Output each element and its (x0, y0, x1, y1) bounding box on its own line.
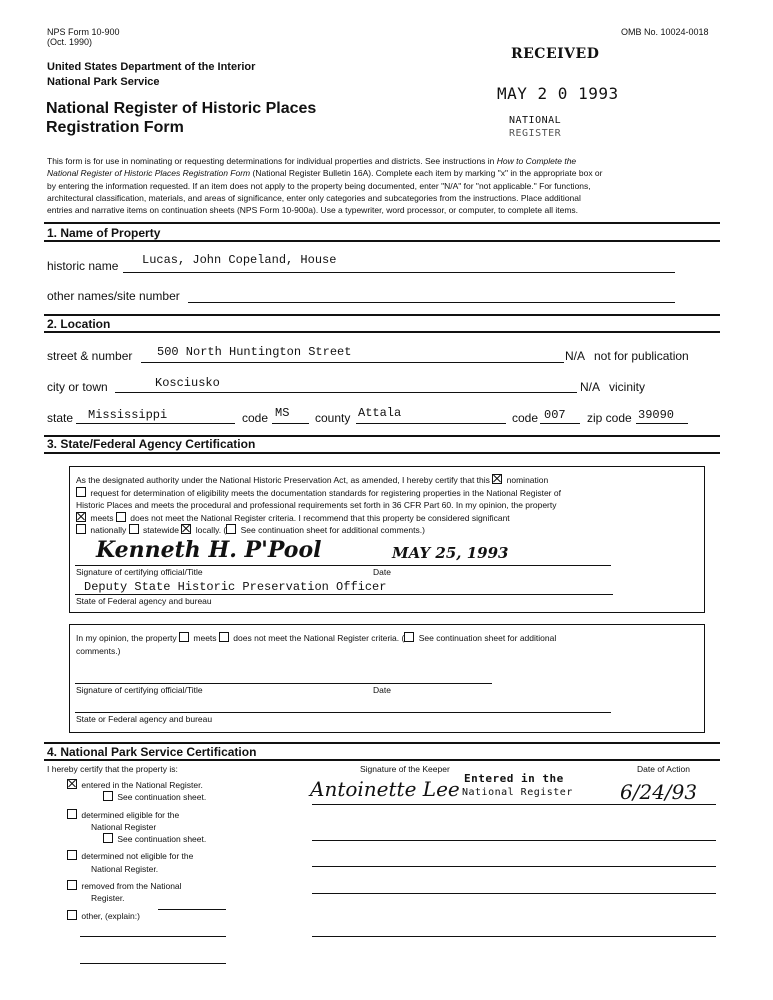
form-date: (Oct. 1990) (47, 37, 93, 47)
agency-label: State of Federal agency and bureau (76, 596, 212, 606)
nps-options: entered in the National Register. See continuation sheet. determined eligible for the National Register See continuation sheet. determined not eligible for the National Register. removed from the National Register. other, (explain:) (67, 779, 206, 922)
opinion-continuation-checkbox[interactable] (404, 632, 414, 642)
opinion-text: In my opinion, the property meets does not meet the National Register criteria. ( See continuation sheet for additional comments.) (76, 633, 557, 656)
section4-rule-bottom (44, 759, 720, 761)
not-eligible-checkbox[interactable] (67, 850, 77, 860)
section2-rule-bottom (44, 331, 720, 333)
section3-heading: 3. State/Federal Agency Certification (47, 437, 256, 451)
signature-line-1 (75, 565, 611, 566)
stamp-national: NATIONAL (509, 115, 562, 126)
explain-line-2[interactable] (80, 936, 226, 937)
received-date: MAY 2 0 1993 (497, 84, 619, 103)
omb-number: OMB No. 10024-0018 (621, 27, 709, 37)
other-names-line[interactable] (188, 302, 675, 303)
continuation-checkbox[interactable] (226, 524, 236, 534)
service: National Park Service (47, 76, 160, 88)
keeper-line-2[interactable] (312, 840, 716, 841)
county-code-value[interactable]: 007 (544, 408, 566, 422)
form-number: NPS Form 10-900 (47, 27, 120, 37)
does-not-meet-checkbox[interactable] (116, 512, 126, 522)
vicinity-label: vicinity (609, 380, 646, 394)
other-checkbox[interactable] (67, 910, 77, 920)
historic-name-value[interactable]: Lucas, John Copeland, House (142, 253, 337, 267)
stamp-register: REGISTER (509, 128, 562, 139)
street-line (141, 362, 564, 363)
code-label: code (242, 411, 269, 425)
section2-heading: 2. Location (47, 317, 111, 331)
zip-label: zip code (587, 411, 632, 425)
signature-label-2: Signature of certifying official/Title (76, 685, 203, 695)
county-code-label: code (512, 411, 539, 425)
nps-certify-intro: I hereby certify that the property is: (47, 764, 178, 774)
code-line (272, 423, 309, 424)
street-value[interactable]: 500 North Huntington Street (157, 345, 352, 359)
determined-eligible-checkbox[interactable] (67, 809, 77, 819)
entered-continuation-checkbox[interactable] (103, 791, 113, 801)
keeper-label: Signature of the Keeper (360, 764, 450, 774)
section1-rule-top (44, 222, 720, 224)
city-value[interactable]: Kosciusko (155, 376, 220, 390)
signature-line-2[interactable] (75, 683, 492, 684)
keeper-line-4[interactable] (312, 893, 716, 894)
code-value[interactable]: MS (275, 406, 290, 420)
section4-rule-top (44, 742, 720, 744)
street-label: street & number (47, 349, 133, 363)
certifying-signature: Kenneth H. P'Pool (96, 537, 322, 563)
signature-label: Signature of certifying official/Title (76, 567, 203, 577)
received-stamp: RECEIVED (511, 46, 600, 62)
statewide-checkbox[interactable] (129, 524, 139, 534)
state-line (76, 423, 235, 424)
entered-stamp-line1: Entered in the (464, 772, 564, 785)
keeper-line-3[interactable] (312, 866, 716, 867)
locally-checkbox[interactable] (181, 524, 191, 534)
state-value[interactable]: Mississippi (88, 408, 168, 422)
section2-rule-top (44, 314, 720, 316)
nationally-checkbox[interactable] (76, 524, 86, 534)
entered-stamp-line2: National Register (462, 787, 573, 798)
eligible-continuation-checkbox[interactable] (103, 833, 113, 843)
meets-checkbox[interactable] (76, 512, 86, 522)
action-date: 6/24/93 (620, 780, 698, 804)
action-date-label: Date of Action (637, 764, 690, 774)
keeper-line-5[interactable] (312, 936, 716, 937)
section1-rule-bottom (44, 240, 720, 242)
vicinity-value[interactable]: N/A (580, 380, 601, 394)
intro-paragraph: This form is for use in nominating or requesting determinations for individual properties and districts. See instructions in How to Complete the National Register of Historic Places Registration Form (National Register Bulletin 16A). Complete each item by marking "x" in the appropriate box or by entering the information requested. If an item does not apply to the property being documented, enter "N/A" for "not applicable." For functions, architectural classification, materials, and areas of significance, enter only categories and subcategories from the instructions. Place additional entries and narrative items on continuation sheets (NPS Form 10-900a). Use a typewriter, word processor, or computer, to complete all items. (47, 156, 603, 216)
other-names-label: other names/site number (47, 289, 180, 303)
entered-checkbox[interactable] (67, 779, 77, 789)
page-title: National Register of Historic Places (46, 100, 317, 117)
historic-name-line (123, 272, 675, 273)
historic-name-label: historic name (47, 259, 119, 273)
keeper-line-1 (312, 804, 716, 805)
agency-value[interactable]: Deputy State Historic Preservation Officer (84, 580, 387, 594)
agency-line (75, 594, 613, 595)
city-line (115, 392, 577, 393)
not-for-publication-value[interactable]: N/A (565, 349, 586, 363)
keeper-signature: Antoinette Lee (310, 777, 460, 801)
county-line (356, 423, 506, 424)
opinion-meets-checkbox[interactable] (179, 632, 189, 642)
agency-label-2: State or Federal agency and bureau (76, 714, 213, 724)
opinion-not-meet-checkbox[interactable] (219, 632, 229, 642)
date-label: Date (373, 567, 391, 577)
request-checkbox[interactable] (76, 487, 86, 497)
certification-text: As the designated authority under the National Historic Preservation Act, as amended, I hereby certify that this nomination request for determination of eligibility meets the documentation standards for registering properties in the National Register of Historic Places and meets the procedural and professional requirements set forth in 36 CFR Part 60. In my opinion, the property meets does not meet the National Register criteria. I recommend that this property be considered significant nationally statewide locally. ( See continuation sheet for additional comments.) (76, 475, 561, 536)
page-subtitle: Registration Form (46, 119, 184, 136)
explain-line-3[interactable] (80, 963, 226, 964)
zip-value[interactable]: 39090 (638, 408, 675, 422)
section4-heading: 4. National Park Service Certification (47, 745, 257, 759)
state-label: state (47, 411, 74, 425)
nomination-checkbox[interactable] (492, 474, 502, 484)
removed-checkbox[interactable] (67, 880, 77, 890)
county-code-line (540, 423, 580, 424)
county-value[interactable]: Attala (358, 406, 402, 420)
section1-heading: 1. Name of Property (47, 226, 161, 240)
not-for-publication-label: not for publication (594, 349, 689, 363)
other-explain-line[interactable] (158, 909, 226, 910)
section3-rule-bottom (44, 452, 720, 454)
county-label: county (315, 411, 351, 425)
department: United States Department of the Interior (47, 61, 256, 73)
agency-line-2[interactable] (75, 712, 611, 713)
city-label: city or town (47, 380, 108, 394)
certifying-date: MAY 25, 1993 (392, 544, 509, 562)
zip-line (636, 423, 688, 424)
date-label-2: Date (373, 685, 391, 695)
